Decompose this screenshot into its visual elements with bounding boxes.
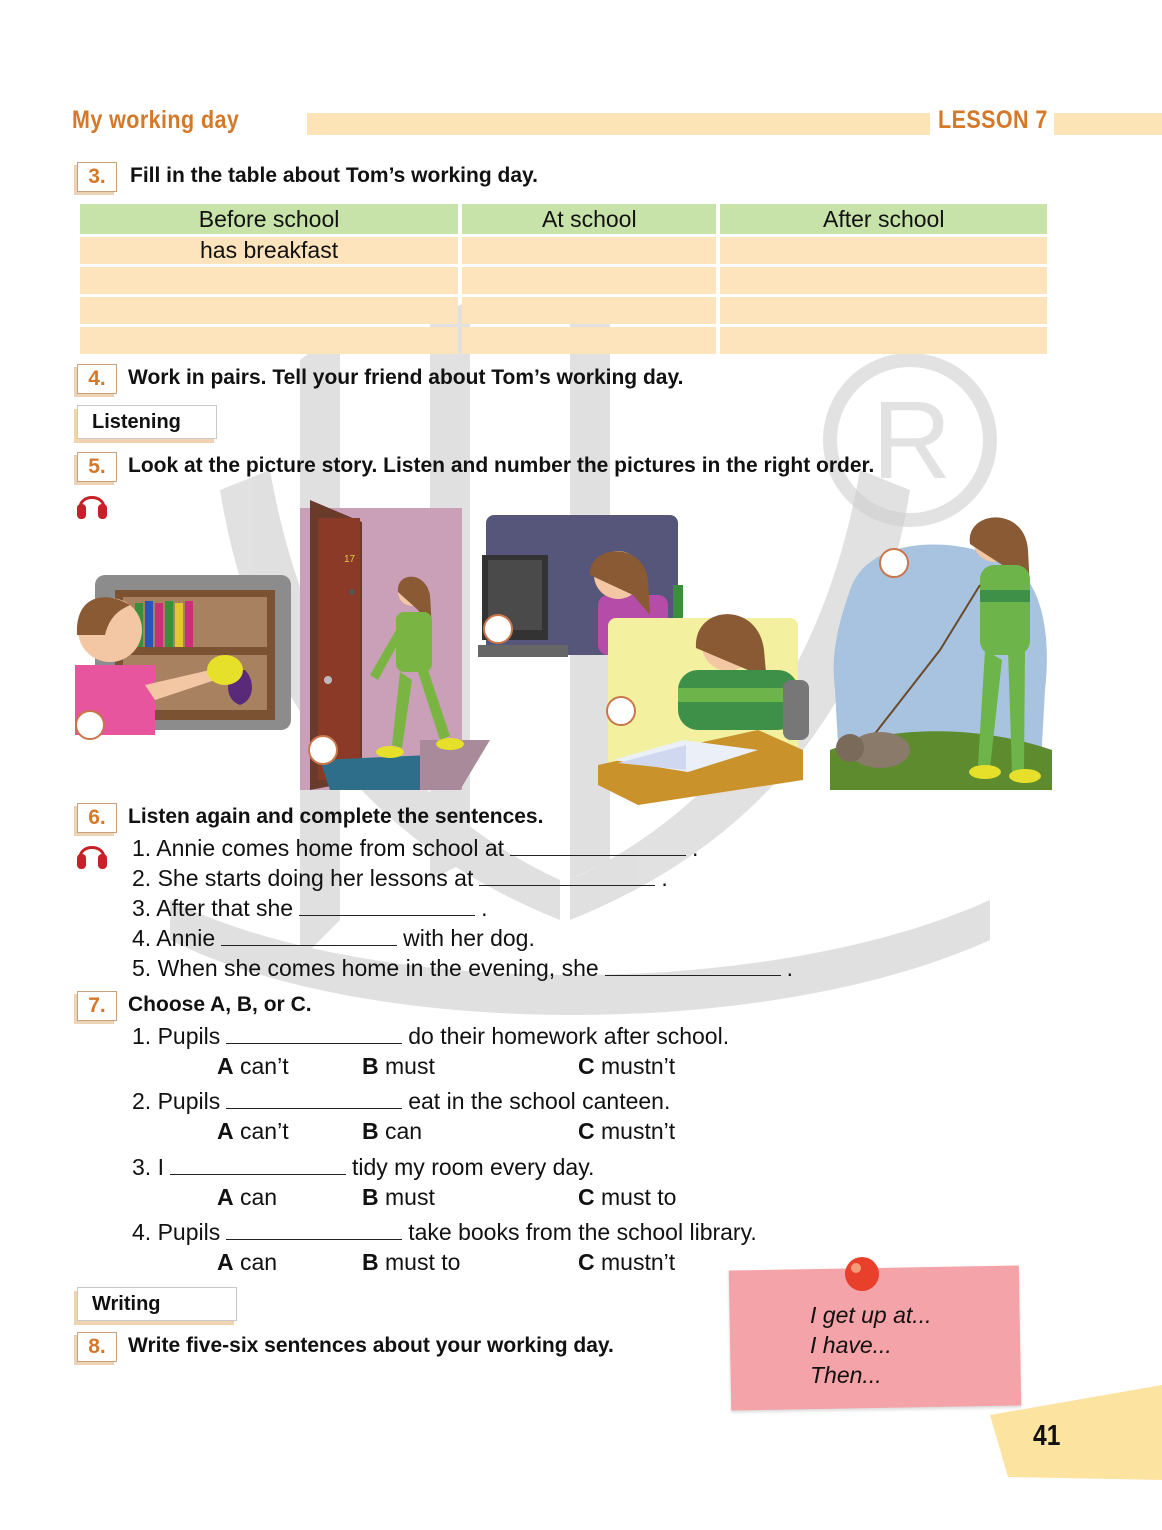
column-at-school: At school bbox=[462, 204, 716, 234]
headphones-icon[interactable] bbox=[75, 488, 109, 520]
answer-circle-3[interactable] bbox=[483, 614, 513, 644]
door-number: 17 bbox=[344, 554, 356, 565]
column-before-school: Before school bbox=[80, 204, 458, 234]
sentence-4: 4. Annie with her dog. bbox=[132, 925, 535, 951]
option-a[interactable]: A can’t bbox=[217, 1118, 289, 1144]
exercise-6-instruction: Listen again and complete the sentences. bbox=[128, 805, 544, 828]
answer-blank[interactable] bbox=[226, 1090, 402, 1109]
table-cell[interactable] bbox=[720, 267, 1047, 294]
exercise-3-number: 3. bbox=[77, 162, 117, 192]
lesson-label: LESSON 7 bbox=[938, 106, 1048, 134]
exercise-5-instruction: Look at the picture story. Listen and number the pictures in the right order. bbox=[128, 454, 875, 477]
page-title: My working day bbox=[72, 106, 240, 134]
question-3: 3. I tidy my room every day. bbox=[132, 1154, 595, 1180]
answer-blank[interactable] bbox=[226, 1221, 402, 1240]
option-b[interactable]: B must to bbox=[362, 1249, 461, 1275]
table-cell[interactable] bbox=[462, 327, 716, 354]
option-a[interactable]: A can bbox=[217, 1249, 278, 1275]
header-bar bbox=[307, 113, 930, 135]
table-row bbox=[80, 237, 1047, 264]
answer-circle-2[interactable] bbox=[308, 735, 338, 765]
table-cell[interactable] bbox=[720, 327, 1047, 354]
pushpin-icon bbox=[840, 1254, 884, 1294]
sentence-5: 5. When she comes home in the evening, she . bbox=[132, 955, 794, 981]
question-2: 2. Pupils eat in the school canteen. bbox=[132, 1088, 671, 1114]
table-row bbox=[80, 297, 1047, 324]
answer-blank[interactable] bbox=[510, 837, 686, 856]
answer-blank[interactable] bbox=[226, 1025, 402, 1044]
answer-blank[interactable] bbox=[605, 957, 781, 976]
table-cell[interactable] bbox=[462, 267, 716, 294]
exercise-7-number: 7. bbox=[77, 991, 117, 1021]
exercise-8-number: 8. bbox=[77, 1332, 117, 1362]
answer-blank[interactable] bbox=[221, 927, 397, 946]
table-cell[interactable] bbox=[80, 297, 458, 324]
table-row bbox=[80, 327, 1047, 354]
sentence-2: 2. She starts doing her lessons at . bbox=[132, 865, 668, 891]
exercise-5-number: 5. bbox=[77, 452, 117, 482]
picture-dusting-shelf bbox=[75, 575, 293, 740]
exercise-6-number: 6. bbox=[77, 803, 117, 833]
note-line-1: I get up at... bbox=[810, 1302, 932, 1328]
exercise-3-instruction: Fill in the table about Tom’s working day. bbox=[130, 164, 538, 187]
table-cell[interactable] bbox=[462, 297, 716, 324]
question-1: 1. Pupils do their homework after school. bbox=[132, 1023, 730, 1049]
answer-blank[interactable] bbox=[479, 867, 655, 886]
table-header-row bbox=[80, 204, 1047, 234]
sentence-1: 1. Annie comes home from school at . bbox=[132, 835, 699, 861]
answer-blank[interactable] bbox=[299, 897, 475, 916]
table-cell[interactable] bbox=[720, 297, 1047, 324]
page-number: 41 bbox=[1033, 1420, 1061, 1452]
note-line-3: Then... bbox=[810, 1362, 882, 1388]
writing-section-label: Writing bbox=[77, 1287, 237, 1321]
option-c[interactable]: C must to bbox=[578, 1184, 677, 1210]
question-4: 4. Pupils take books from the school library. bbox=[132, 1219, 757, 1245]
table-cell[interactable] bbox=[462, 237, 716, 264]
table-cell[interactable] bbox=[80, 327, 458, 354]
exercise-4-number: 4. bbox=[77, 364, 117, 394]
exercise-8-instruction: Write five-six sentences about your working day. bbox=[128, 1334, 614, 1357]
exercise-4-instruction: Work in pairs. Tell your friend about Tom’s working day. bbox=[128, 366, 684, 389]
table-cell[interactable] bbox=[720, 237, 1047, 264]
table-cell[interactable]: has breakfast bbox=[80, 237, 458, 264]
answer-circle-5[interactable] bbox=[879, 548, 909, 578]
svg-text:R: R bbox=[872, 379, 952, 502]
listening-section-label: Listening bbox=[77, 405, 217, 439]
option-c[interactable]: C mustn’t bbox=[578, 1249, 676, 1275]
option-a[interactable]: A can bbox=[217, 1184, 278, 1210]
tom-working-day-table bbox=[76, 201, 1051, 357]
note-line-2: I have... bbox=[810, 1332, 892, 1358]
table-cell[interactable] bbox=[80, 267, 458, 294]
sentence-3: 3. After that she . bbox=[132, 895, 488, 921]
exercise-7-instruction: Choose A, B, or C. bbox=[128, 993, 312, 1016]
headphones-icon[interactable] bbox=[75, 838, 109, 870]
option-b[interactable]: B can bbox=[362, 1118, 423, 1144]
picture-walking-dog bbox=[830, 510, 1052, 790]
option-c[interactable]: C mustn’t bbox=[578, 1118, 676, 1144]
option-a[interactable]: A can’t bbox=[217, 1053, 289, 1079]
answer-blank[interactable] bbox=[170, 1156, 346, 1175]
answer-circle-1[interactable] bbox=[75, 710, 105, 740]
page-number-tab bbox=[990, 1385, 1162, 1480]
column-after-school: After school bbox=[720, 204, 1047, 234]
table-row bbox=[80, 267, 1047, 294]
header-bar-right bbox=[1054, 113, 1162, 135]
option-b[interactable]: B must bbox=[362, 1053, 435, 1079]
option-b[interactable]: B must bbox=[362, 1184, 435, 1210]
answer-circle-4[interactable] bbox=[606, 696, 636, 726]
option-c[interactable]: C mustn’t bbox=[578, 1053, 676, 1079]
